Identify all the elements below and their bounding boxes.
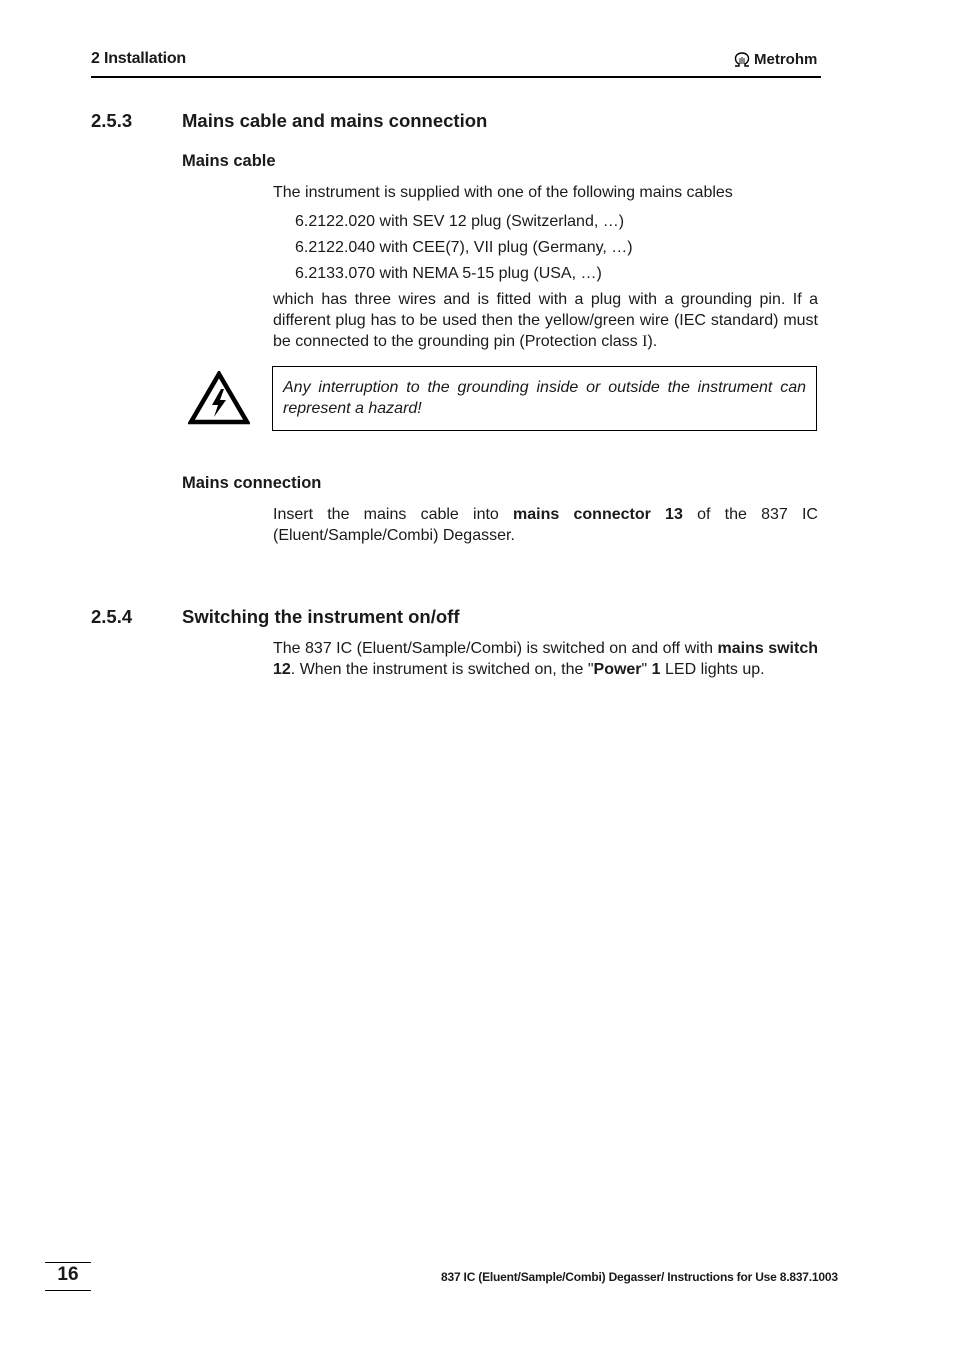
page-number-rule-bottom — [45, 1290, 91, 1291]
warning-box: Any interruption to the grounding inside or outside the instrument can represent a hazard! — [272, 366, 817, 431]
header-divider — [91, 76, 821, 78]
mains-connection-heading: Mains connection — [182, 474, 322, 492]
section-title: Switching the instrument on/off — [182, 606, 460, 627]
brand-name: Metrohm — [754, 51, 818, 68]
high-voltage-warning-icon — [188, 371, 250, 425]
list-item: 6.2122.020 with SEV 12 plug (Switzerland, …) — [295, 213, 625, 230]
list-item: 6.2133.070 with NEMA 5-15 plug (USA, …) — [295, 265, 602, 282]
mains-cable-intro: The instrument is supplied with one of the following mains cables — [273, 184, 733, 201]
cable-list — [295, 209, 633, 287]
mains-cable-heading: Mains cable — [182, 152, 276, 170]
list-item: 6.2122.040 with CEE(7), VII plug (Germany, …) — [295, 239, 633, 256]
switching-text: The 837 IC (Eluent/Sample/Combi) is switched on and off with mains switch 12. When the instrument is switched on, the "Power" 1 LED lights up. — [273, 640, 818, 678]
section-title: Mains cable and mains connection — [182, 110, 488, 131]
mains-connection-text: Insert the mains cable into mains connector 13 of the 837 IC (Eluent/Sample/Combi) Degasser. — [273, 506, 818, 544]
mains-cable-description: which has three wires and is fitted with a plug with a grounding pin. If a different plug has to be used then the yellow/green wire (IEC standard) must be connected to the grounding pin (Protection class I). — [273, 291, 818, 350]
page-number-rule-top — [45, 1262, 91, 1263]
omega-logo-icon — [733, 52, 751, 67]
footer-doc-title: 837 IC (Eluent/Sample/Combi) Degasser/ Instructions for Use 8.837.1003 — [441, 1270, 838, 1284]
page-number: 16 — [57, 1264, 79, 1285]
section-number: 2.5.3 — [91, 110, 133, 131]
section-2-5-3-heading — [91, 110, 791, 134]
brand-logo — [733, 51, 817, 68]
section-2-5-4-heading — [91, 606, 791, 630]
section-number: 2.5.4 — [91, 606, 133, 627]
running-header-section: 2 Installation — [91, 50, 186, 67]
